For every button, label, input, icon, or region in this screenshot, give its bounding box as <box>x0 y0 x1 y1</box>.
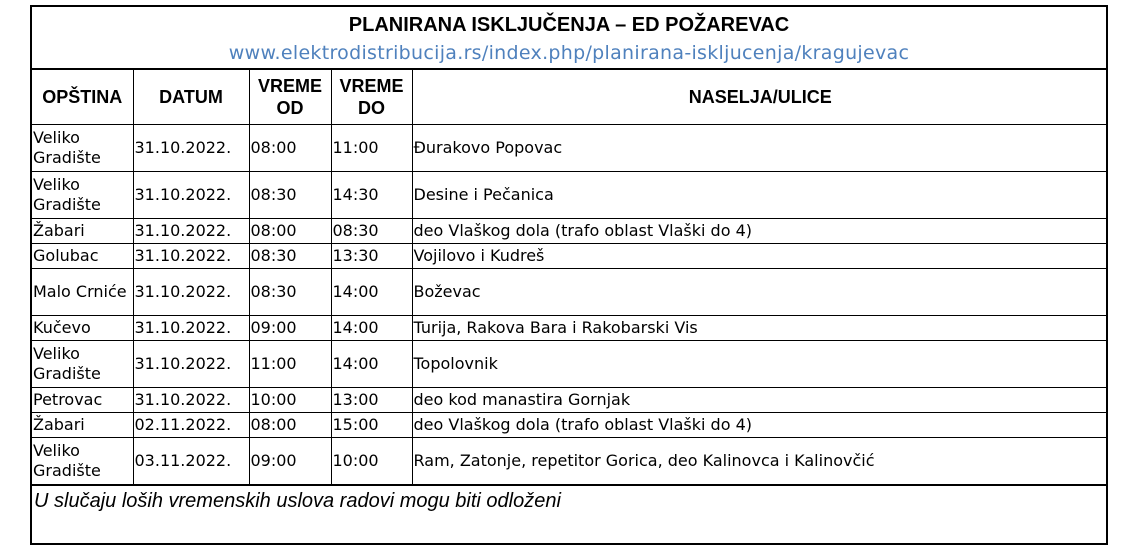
table-row <box>32 244 1108 269</box>
cell-datum: 31.10.2022. <box>133 316 249 341</box>
outage-table <box>32 68 1108 486</box>
cell-naselja: Turija, Rakova Bara i Rakobarski Vis <box>412 316 1108 341</box>
table-row <box>32 269 1108 316</box>
cell-vreme-od: 08:30 <box>249 269 331 316</box>
cell-vreme-od: 09:00 <box>249 438 331 486</box>
cell-opstina: Kučevo <box>32 316 133 341</box>
cell-vreme-do: 14:00 <box>331 341 412 388</box>
col-header-vreme-od-line1: VREME <box>257 76 322 96</box>
cell-opstina: Žabari <box>32 413 133 438</box>
cell-naselja: Desine i Pečanica <box>412 172 1108 219</box>
col-header-vreme-do-line2: DO <box>358 98 385 118</box>
cell-vreme-do: 08:30 <box>331 219 412 244</box>
cell-naselja: Đurakovo Popovac <box>412 125 1108 172</box>
cell-vreme-do: 11:00 <box>331 125 412 172</box>
cell-naselja: deo kod manastira Gornjak <box>412 388 1108 413</box>
table-header-row <box>32 69 1108 125</box>
col-header-naselja: NASELJA/ULICE <box>412 69 1108 125</box>
cell-naselja: Vojilovo i Kudreš <box>412 244 1108 269</box>
cell-datum: 31.10.2022. <box>133 341 249 388</box>
cell-vreme-od: 10:00 <box>249 388 331 413</box>
cell-datum: 31.10.2022. <box>133 269 249 316</box>
table-row <box>32 172 1108 219</box>
cell-opstina: Žabari <box>32 219 133 244</box>
table-row <box>32 341 1108 388</box>
table-row <box>32 413 1108 438</box>
cell-opstina: Malo Crniće <box>32 269 133 316</box>
col-header-vreme-od-line2: OD <box>276 98 304 118</box>
table-row <box>32 219 1108 244</box>
col-header-vreme-do-line1: VREME <box>339 76 404 96</box>
table-row <box>32 316 1108 341</box>
cell-datum: 31.10.2022. <box>133 219 249 244</box>
cell-vreme-od: 08:00 <box>249 413 331 438</box>
cell-opstina: Veliko Gradište <box>32 341 133 388</box>
cell-vreme-do: 14:00 <box>331 269 412 316</box>
page-title: PLANIRANA ISKLJUČENJA – ED POŽAREVAC <box>348 14 790 36</box>
col-header-opstina: OPŠTINA <box>32 69 133 125</box>
cell-vreme-od: 11:00 <box>249 341 331 388</box>
cell-datum: 31.10.2022. <box>133 172 249 219</box>
cell-vreme-od: 08:00 <box>249 219 331 244</box>
cell-vreme-do: 10:00 <box>331 438 412 486</box>
cell-datum: 31.10.2022. <box>133 244 249 269</box>
col-header-datum: DATUM <box>133 69 249 125</box>
table-row <box>32 388 1108 413</box>
cell-datum: 31.10.2022. <box>133 125 249 172</box>
cell-vreme-do: 13:30 <box>331 244 412 269</box>
cell-vreme-od: 08:30 <box>249 244 331 269</box>
cell-naselja: Boževac <box>412 269 1108 316</box>
table-row <box>32 438 1108 486</box>
outage-schedule-sheet <box>30 5 1108 545</box>
cell-vreme-od: 08:00 <box>249 125 331 172</box>
cell-opstina: Golubac <box>32 244 133 269</box>
cell-vreme-do: 13:00 <box>331 388 412 413</box>
cell-opstina: Veliko Gradište <box>32 172 133 219</box>
cell-naselja: Topolovnik <box>412 341 1108 388</box>
col-header-vreme-od <box>249 69 331 125</box>
cell-naselja: deo Vlaškog dola (trafo oblast Vlaški do 4) <box>412 413 1108 438</box>
weather-note: U slučaju loših vremenskih uslova radovi mogu biti odloženi <box>34 490 561 512</box>
cell-vreme-do: 14:30 <box>331 172 412 219</box>
cell-vreme-do: 15:00 <box>331 413 412 438</box>
cell-opstina: Veliko Gradište <box>32 438 133 486</box>
cell-vreme-od: 09:00 <box>249 316 331 341</box>
table-row <box>32 125 1108 172</box>
cell-datum: 31.10.2022. <box>133 388 249 413</box>
cell-vreme-do: 14:00 <box>331 316 412 341</box>
cell-opstina: Petrovac <box>32 388 133 413</box>
cell-datum: 02.11.2022. <box>133 413 249 438</box>
col-header-vreme-do <box>331 69 412 125</box>
source-url: www.elektrodistribucija.rs/index.php/planirana-iskljucenja/kragujevac <box>228 42 910 64</box>
cell-naselja: deo Vlaškog dola (trafo oblast Vlaški do 4) <box>412 219 1108 244</box>
cell-vreme-od: 08:30 <box>249 172 331 219</box>
cell-opstina: Veliko Gradište <box>32 125 133 172</box>
cell-naselja: Ram, Zatonje, repetitor Gorica, deo Kalinovca i Kalinovčić <box>412 438 1108 486</box>
cell-datum: 03.11.2022. <box>133 438 249 486</box>
